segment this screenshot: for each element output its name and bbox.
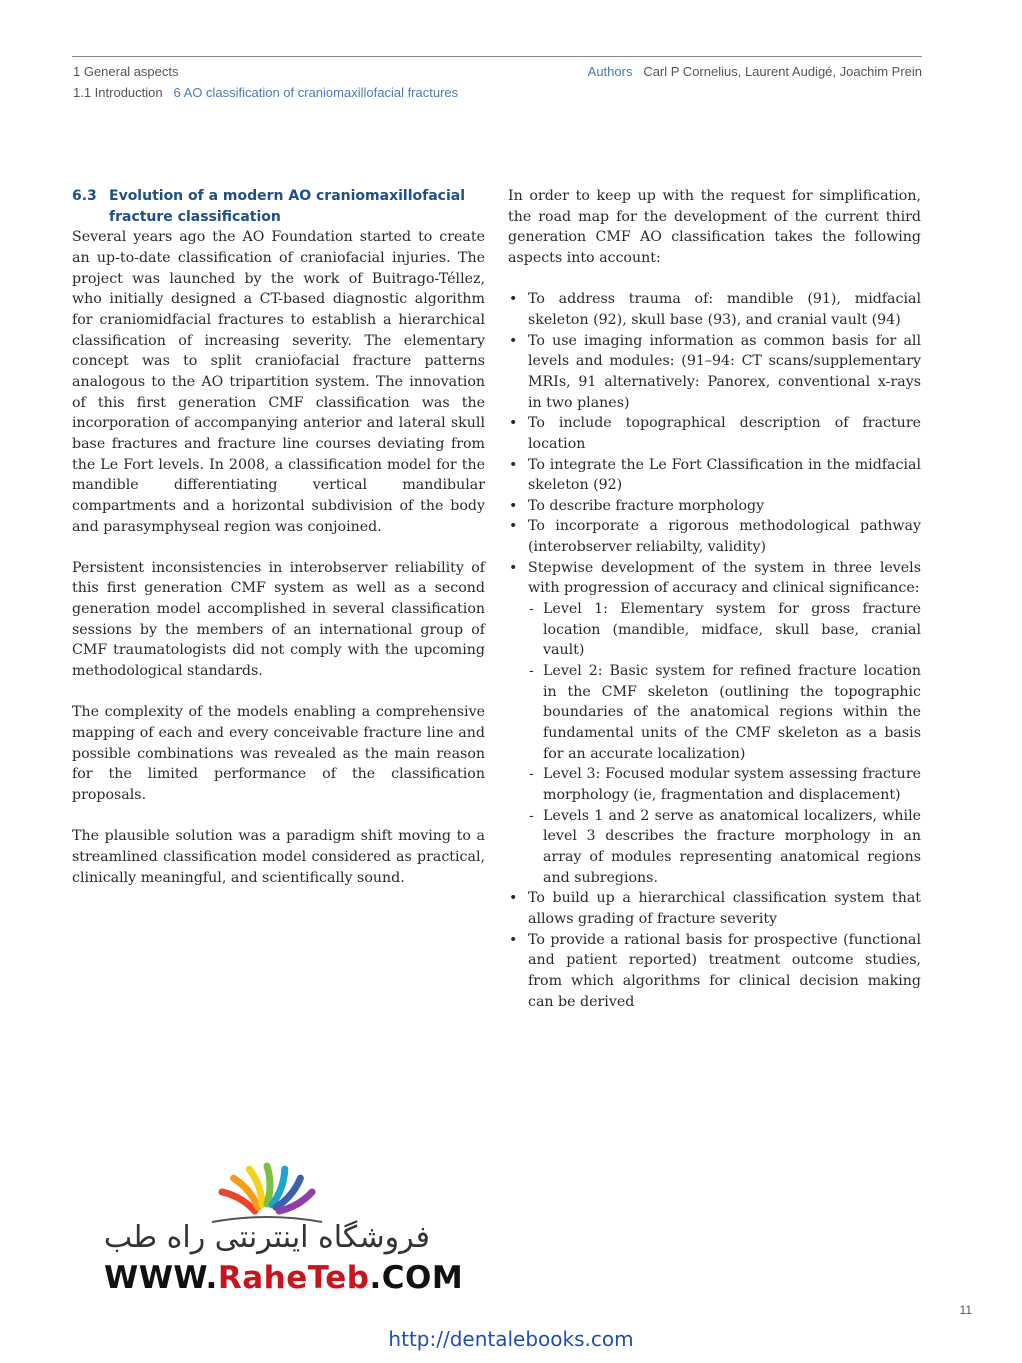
paragraph: The complexity of the models enabling a comprehensive mapping of each and every conceivable fracture line and possible combinations was revealed as the main reason for the limited performance of the classification proposals.: [72, 704, 485, 803]
list-item: • To incorporate a rigorous methodological pathway (interobserver reliabilty, validity): [508, 516, 921, 557]
sub-list-item: - Level 3: Focused modular system assessing fracture morphology (ie, fragmentation and displacement): [528, 764, 921, 805]
header-section: 1.1 Introduction: [73, 85, 163, 100]
header-chapter: 1 General aspects: [73, 64, 179, 79]
header-subsection: 6 AO classification of craniomaxillofacial fractures: [173, 85, 459, 100]
watermark-persian: فروشگاه اینترنتی راه طب: [103, 1220, 430, 1255]
header-rule: [72, 56, 922, 57]
list-item: • To integrate the Le Fort Classification in the midfacial skeleton (92): [508, 455, 921, 496]
watermark-site: [104, 1260, 464, 1296]
intro-paragraph: In order to keep up with the request for simplification, the road map for the development of the current third generation CMF AO classification takes the following aspects into account:: [508, 188, 921, 266]
list-item-text: Stepwise development of the system in three levels with progression of accuracy and clinical significance:: [528, 559, 921, 597]
book-fan-icon: [212, 1166, 322, 1222]
sub-list-item: - Level 2: Basic system for refined fracture location in the CMF skeleton (outlining the topographic boundaries of the anatomical regions within the fundamental units of the CMF skeleton as a basis for an accurate localization): [528, 661, 921, 764]
authors-label: Authors: [587, 64, 633, 79]
footer-link[interactable]: http://dentalebooks.com: [388, 1327, 634, 1351]
list-item: • To address trauma of: mandible (91), midfacial skeleton (92), skull base (93), and cranial vault (94): [508, 289, 921, 330]
page-number: 11: [959, 1303, 972, 1317]
right-column: [508, 186, 921, 1012]
list-item: • To build up a hierarchical classification system that allows grading of fracture severity: [508, 888, 921, 929]
site-suffix: .COM: [369, 1260, 464, 1296]
aspects-list: [508, 289, 921, 1012]
book-page-stroke: [267, 1166, 270, 1204]
levels-sublist: [528, 599, 921, 888]
header-authors: [588, 64, 922, 79]
list-item: • To describe fracture morphology: [508, 496, 921, 517]
paragraph: Persistent inconsistencies in interobserver reliability of this first generation CMF system as well as a second generation model accomplished in several classification sessions by the members of an international group of CMF traumatologists did not comply with the upcoming methodological standards.: [72, 559, 485, 680]
paragraph: The plausible solution was a paradigm shift moving to a streamlined classification model considered as practical, clinically meaningful, and scientifically sound.: [72, 828, 485, 886]
authors-names: Carl P Cornelius, Laurent Audigé, Joachim Prein: [643, 64, 922, 79]
sub-list-item: - Levels 1 and 2 serve as anatomical localizers, while level 3 describes the fracture morphology in an array of modules representing anatomical regions and subregions.: [528, 806, 921, 889]
list-item: • To provide a rational basis for prospective (functional and patient reported) treatment outcome studies, from which algorithms for clinical decision making can be derived: [508, 930, 921, 1013]
section-heading: [72, 186, 485, 227]
site-prefix: WWW.: [104, 1260, 218, 1296]
section-title: Evolution of a modern AO craniomaxillofacial fracture classification: [109, 188, 466, 225]
section-number: 6.3: [72, 188, 97, 204]
list-item-levels: [508, 558, 921, 889]
list-item: • To include topographical description of fracture location: [508, 413, 921, 454]
site-brand: RaheTeb: [217, 1260, 370, 1296]
paragraph: Several years ago the AO Foundation started to create an up-to-date classification of craniofacial injuries. The project was launched by the work of Buitrago-Téllez, who initially designed a CT-based diagnostic algorithm for craniomidfacial fractures to establish a hierarchical classification of increasing severity. The elementary concept was to split craniofacial fracture patterns analogous to the AO tripartition system. The innovation of this first generation CMF classification was the incorporation of accompanying anterior and lateral skull base fractures and fracture line courses deviating from the Le Fort levels. In 2008, a classification model for the mandible differentiating vertical mandibular compartments and a horizontal subdivision of the body and parasymphyseal region was conjoined.: [72, 229, 485, 535]
left-column: [72, 186, 485, 909]
list-item: • To use imaging information as common basis for all levels and modules: (91–94: CT scans/supplementary MRIs, 91 alternatively: Panorex, conventional x-rays in two planes): [508, 331, 921, 414]
sub-list-item: - Level 1: Elementary system for gross fracture location (mandible, midface, skull base, cranial vault): [528, 599, 921, 661]
header-breadcrumb: [73, 85, 458, 100]
